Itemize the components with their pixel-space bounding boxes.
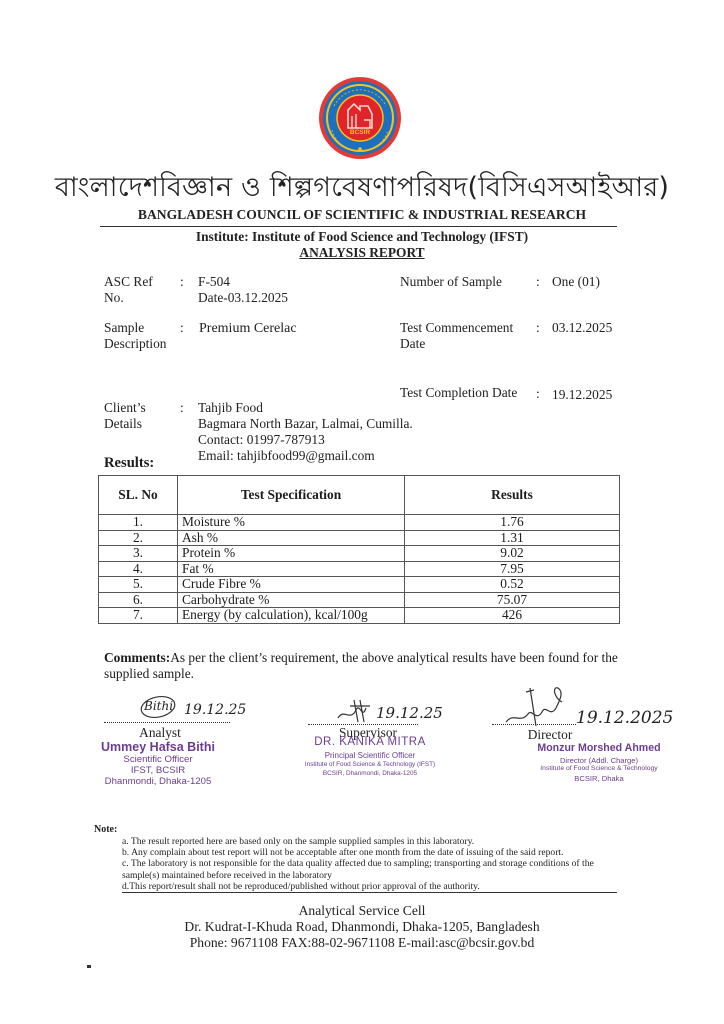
report-title: ANALYSIS REPORT: [299, 245, 425, 260]
note-label: Note:: [94, 824, 118, 835]
client-address: Bagmara North Bazar, Lalmai, Cumilla.: [198, 416, 413, 431]
supervisor-title: Principal Scientific Officer: [324, 751, 416, 760]
commencement-label-line2: Date: [400, 336, 426, 351]
analyst-org: IFST, BCSIR: [130, 765, 186, 776]
asc-ref-number: F-504: [198, 274, 230, 289]
comments-text: As per the client’s requirement, the above analytical results have been found for the supplied sample.: [104, 650, 618, 681]
analyst-name: Ummey Hafsa Bithi: [101, 740, 215, 754]
client-email: Email: tahjibfood99@gmail.com: [198, 448, 375, 463]
logo-emblem-icon: [318, 76, 402, 160]
client-label-line1: Client’s: [104, 400, 146, 415]
org-name-english: BANGLADESH COUNCIL OF SCIENTIFIC & INDUSTRIAL RESEARCH: [137, 207, 587, 222]
analyst-title: Scientific Officer: [123, 754, 193, 765]
cell-sl: 6.: [99, 592, 178, 608]
cell-sl: 2.: [99, 530, 178, 546]
num-sample-value: One (01): [552, 274, 600, 289]
supervisor-signature-icon: [336, 696, 376, 724]
table-row: [99, 561, 620, 577]
director-signature-block: [486, 680, 676, 800]
analyst-signature-block: [100, 692, 247, 802]
footer-address: Dr. Kudrat-I-Khuda Road, Dhanmondi, Dhaka-1205, Bangladesh: [184, 919, 540, 934]
supervisor-signature-block: [300, 692, 460, 802]
num-sample-label: Number of Sample: [400, 274, 502, 289]
asc-ref-date: Date-03.12.2025: [198, 290, 288, 305]
scan-speck: [87, 965, 91, 968]
note-item: d.This report/result shall not be reproduced/published without prior approval of the authority.: [122, 880, 480, 892]
notes-divider: [122, 892, 617, 893]
cell-sl: 1.: [99, 515, 178, 531]
cell-spec: Energy (by calculation), kcal/100g: [178, 608, 405, 624]
colon: :: [536, 274, 540, 289]
supervisor-address: BCSIR, Dhanmondi, Dhaka-1205: [322, 770, 418, 777]
analyst-role: Analyst: [139, 725, 181, 740]
org-name-bangla: বাংলাদেশবিজ্ঞান ও শিল্পগবেষণাপরিষদ(বিসিএসআইআর): [54, 172, 670, 203]
cell-spec: Carbohydrate %: [178, 592, 405, 608]
client-label-line2: Details: [104, 416, 142, 431]
client-label: [104, 400, 146, 432]
director-org: Institute of Food Science & Technology: [540, 765, 658, 772]
cell-value: 9.02: [405, 546, 620, 562]
bcsir-logo: [318, 76, 402, 160]
table-row: [99, 530, 620, 546]
analyst-sign-line: [104, 722, 230, 723]
cell-value: 7.95: [405, 561, 620, 577]
logo-text: BCSIR: [349, 129, 371, 136]
notes-list: [122, 836, 622, 892]
institute-name: Institute: Institute of Food Science and Technology (IFST): [195, 229, 529, 244]
supervisor-sign-date: 19.12.25: [376, 704, 443, 722]
sample-desc-value: Premium Cerelac: [199, 321, 297, 336]
note-item: c. The laboratory is not responsible for the data quality affected due to sampling; transporting and storage conditions of the sample(s) maintained before received in the laboratory: [122, 858, 594, 881]
colon: :: [536, 386, 540, 401]
cell-value: 1.76: [405, 515, 620, 531]
colon: :: [536, 320, 540, 335]
cell-sl: 5.: [99, 577, 178, 593]
cell-spec: Ash %: [178, 530, 405, 546]
footer: [0, 903, 724, 951]
analyst-address: Dhanmondi, Dhaka-1205: [104, 776, 212, 787]
director-sign-date: 19.12.2025: [576, 708, 674, 728]
director-title: Director (Addl. Charge): [559, 756, 639, 765]
asc-ref-label: [104, 274, 153, 306]
header-divider: [100, 226, 617, 227]
table-row: [99, 546, 620, 562]
table-row: [99, 515, 620, 531]
client-name: Tahjib Food: [198, 400, 263, 415]
column-header-results: Results: [405, 476, 620, 515]
director-address: BCSIR, Dhaka: [574, 774, 624, 783]
director-sign-line: [492, 724, 576, 725]
colon: :: [180, 274, 184, 289]
column-header-sl: SL. No: [99, 476, 178, 515]
cell-sl: 4.: [99, 561, 178, 577]
column-header-spec: Test Specification: [178, 476, 405, 515]
asc-ref-label-line2: No.: [104, 290, 124, 305]
table-header-row: [99, 476, 620, 515]
cell-spec: Moisture %: [178, 515, 405, 531]
cell-sl: 3.: [99, 546, 178, 562]
client-contact: Contact: 01997-787913: [198, 432, 325, 447]
results-heading: Results:: [104, 455, 155, 471]
analyst-sign-date: 19.12.25: [184, 702, 247, 718]
cell-value: 0.52: [405, 577, 620, 593]
table-row: [99, 608, 620, 624]
footer-contact: Phone: 9671108 FAX:88-02-9671108 E-mail:asc@bcsir.gov.bd: [189, 935, 535, 950]
comments-label: Comments:: [104, 650, 171, 665]
sample-desc-label-line2: Description: [104, 336, 167, 351]
commencement-label: [400, 320, 513, 352]
sample-desc-label-line1: Sample: [104, 320, 145, 335]
completion-value: 19.12.2025: [552, 387, 613, 402]
client-details: [198, 400, 413, 464]
cell-spec: Crude Fibre %: [178, 577, 405, 593]
note-item: b. Any complain about test report will not be acceptable after one month from the date of issuing of the said report.: [122, 847, 564, 859]
cell-spec: Fat %: [178, 561, 405, 577]
colon: :: [180, 320, 184, 335]
footer-cell-name: Analytical Service Cell: [298, 903, 426, 918]
commencement-value: 03.12.2025: [552, 320, 613, 335]
note-item: a. The result reported here are based only on the sample supplied samples in this laboratory.: [122, 836, 475, 847]
table-row: [99, 592, 620, 608]
cell-value: 1.31: [405, 530, 620, 546]
colon: :: [180, 400, 184, 415]
asc-ref-label-line1: ASC Ref: [104, 274, 153, 289]
supervisor-role: Supervisor: [338, 725, 398, 740]
results-table: [98, 475, 620, 624]
director-signature-icon: [502, 682, 572, 730]
supervisor-org: Institute of Food Science & Technology (IFST): [304, 761, 436, 768]
director-role: Director: [527, 727, 573, 742]
completion-label: Test Completion Date: [400, 385, 518, 400]
sample-desc-label: [104, 320, 166, 352]
director-name: Monzur Morshed Ahmed: [537, 742, 661, 754]
comments: [104, 650, 624, 682]
cell-value: 426: [405, 608, 620, 624]
asc-ref-value: [198, 274, 288, 306]
table-row: [99, 577, 620, 593]
cell-spec: Protein %: [178, 546, 405, 562]
commencement-label-line1: Test Commencement: [400, 320, 514, 335]
analyst-handwriting: Bithi: [144, 699, 174, 713]
cell-value: 75.07: [405, 592, 620, 608]
cell-sl: 7.: [99, 608, 178, 624]
supervisor-name: DR. KANIKA MITRA: [314, 736, 426, 748]
